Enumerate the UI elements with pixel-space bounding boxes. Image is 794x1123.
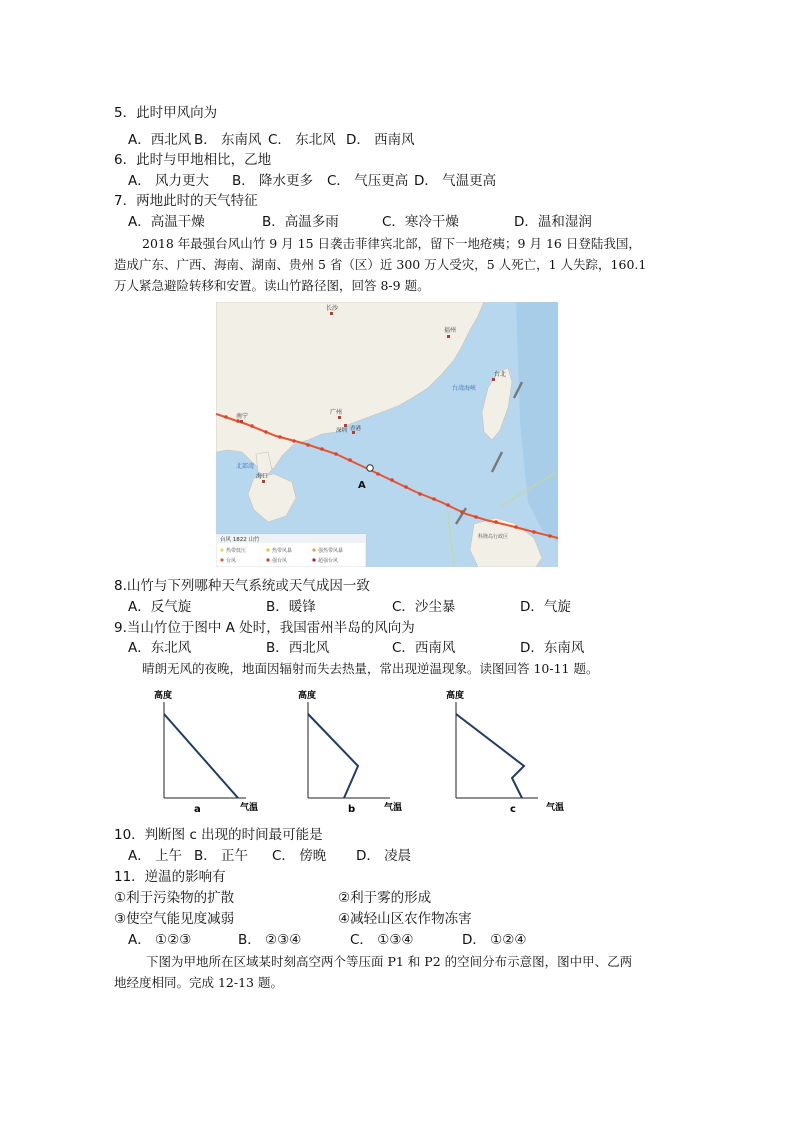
q6-option-a: A． 风力更大 <box>128 173 210 189</box>
graph-a-name: a <box>194 804 201 815</box>
legend-item-3: 台风 <box>226 558 237 564</box>
q5-option-d: D． 西南风 <box>346 132 415 148</box>
passage1-line1: 2018 年最强台风山竹 9 月 15 日袭击菲律宾北部，留下一地疮痍；9 月 16 日登陆我国， <box>142 236 641 251</box>
legend-item-1: 热带风暴 <box>272 548 293 554</box>
q10-option-c: C． 傍晚 <box>272 848 327 864</box>
q10-option-d: D． 凌晨 <box>356 848 412 864</box>
q7-option-b: B．高温多雨 <box>262 214 339 230</box>
q11-item-3: ③使空气能见度减弱 <box>114 911 235 927</box>
q11-option-d: D． ①②④ <box>462 932 527 948</box>
q7-option-a: A．高温干燥 <box>128 214 205 230</box>
q10-option-a: A． 上午 <box>128 848 183 864</box>
q6-stem: 6．此时与甲地相比，乙地 <box>114 152 272 168</box>
map-label-fuzhou: 福州 <box>444 327 457 334</box>
legend-item-4: 强台风 <box>272 558 288 564</box>
passage3-line1: 下图为甲地所在区域某时刻高空两个等压面 P1 和 P2 的空间分布示意图，图中甲、乙两 <box>146 954 633 969</box>
q11-stem: 11．逆温的影响有 <box>114 869 226 885</box>
map-label-beibuwan: 北部湾 <box>236 463 255 470</box>
q11-item-2: ②利于雾的形成 <box>338 890 432 906</box>
q5-stem: 5．此时甲风向为 <box>114 105 218 121</box>
q11-option-b: B． ②③④ <box>238 932 302 948</box>
passage3-line2: 地经度相同。完成 12-13 题。 <box>114 975 283 990</box>
graph-b-name: b <box>348 804 356 815</box>
q5-option-a: A．西北风 <box>128 132 192 148</box>
q10-stem: 10．判断图 c 出现的时间最可能是 <box>114 827 323 843</box>
q6-option-c: C． 气压更高 <box>327 173 409 189</box>
q7-stem: 7．两地此时的天气特征 <box>114 193 258 209</box>
map-label-admin: 科隆岛行政区 <box>478 534 509 540</box>
q8-stem: 8.山竹与下列哪种天气系统或天气成因一致 <box>114 578 370 594</box>
q10-option-b: B． 正午 <box>194 848 249 864</box>
graph-b <box>296 686 456 816</box>
passage2-line1: 晴朗无风的夜晚，地面因辐射而失去热量，常出现逆温现象。读图回答 10-11 题。 <box>142 661 599 676</box>
q7-option-c: C．寒冷干燥 <box>382 214 459 230</box>
map-legend <box>216 534 366 567</box>
q9-option-c: C．西南风 <box>392 640 456 656</box>
graph-c <box>444 686 604 816</box>
q9-option-d: D．东南风 <box>520 640 585 656</box>
map-label-taiwan-strait: 台湾海峡 <box>452 385 477 392</box>
q5-option-c: C． 东北风 <box>268 132 336 148</box>
graph-b-ylabel: 高度 <box>298 691 317 701</box>
passage1-line2: 造成广东、广西、海南、湖南、贵州 5 省（区）近 300 万人受灾，5 人死亡，1 人失踪，160.1 <box>114 257 647 272</box>
map-label-haikou: 海口 <box>256 473 269 480</box>
q5-option-b: B． 东南风 <box>194 132 262 148</box>
graph-c-ylabel: 高度 <box>446 691 465 701</box>
q9-option-a: A．东北风 <box>128 640 192 656</box>
typhoon-track-map <box>216 302 558 567</box>
q6-option-d: D． 气温更高 <box>414 173 497 189</box>
graph-a-curve <box>164 714 238 798</box>
graph-c-curve <box>456 714 524 798</box>
map-label-changsha: 长沙 <box>326 305 339 312</box>
q11-option-c: C． ①③④ <box>350 932 414 948</box>
map-label-shenzhen: 深圳 <box>336 428 348 434</box>
graph-a <box>152 686 312 816</box>
graph-a-ylabel: 高度 <box>154 691 173 701</box>
map-label-taibei: 台北 <box>494 371 507 378</box>
legend-item-5: 超强台风 <box>318 558 339 564</box>
map-legend-title: 台风 1822 山竹 <box>220 537 260 543</box>
q7-option-d: D．温和湿润 <box>514 214 592 230</box>
map-label-guangzhou: 广州 <box>330 409 343 416</box>
graph-a-xlabel: 气温 <box>240 803 259 813</box>
q9-stem: 9.当山竹位于图中 A 处时，我国雷州半岛的风向为 <box>114 620 415 636</box>
map-label-point-a: A <box>358 480 366 491</box>
graph-c-name: c <box>510 804 516 815</box>
graph-c-xlabel: 气温 <box>546 803 565 813</box>
q8-option-b: B．暖锋 <box>266 599 316 615</box>
q9-option-b: B．西北风 <box>266 640 330 656</box>
graph-b-curve <box>308 714 358 798</box>
graph-b-xlabel: 气温 <box>384 803 403 813</box>
legend-item-2: 强热带风暴 <box>318 548 344 554</box>
map-label-nanning: 南宁 <box>236 413 249 420</box>
q6-option-b: B． 降水更多 <box>232 173 314 189</box>
q11-option-a: A． ①②③ <box>128 932 192 948</box>
map-point-a-marker <box>367 465 373 471</box>
legend-item-0: 热带低压 <box>226 548 247 554</box>
q8-option-c: C．沙尘暴 <box>392 599 456 615</box>
map-label-hongkong: 香港 <box>350 426 362 432</box>
q8-option-a: A．反气旋 <box>128 599 192 615</box>
q11-item-1: ①利于污染物的扩散 <box>114 890 235 906</box>
q8-option-d: D．气旋 <box>520 599 571 615</box>
q11-item-4: ④减轻山区农作物冻害 <box>338 911 472 927</box>
passage1-line3: 万人紧急避险转移和安置。读山竹路径图，回答 8-9 题。 <box>114 278 430 293</box>
